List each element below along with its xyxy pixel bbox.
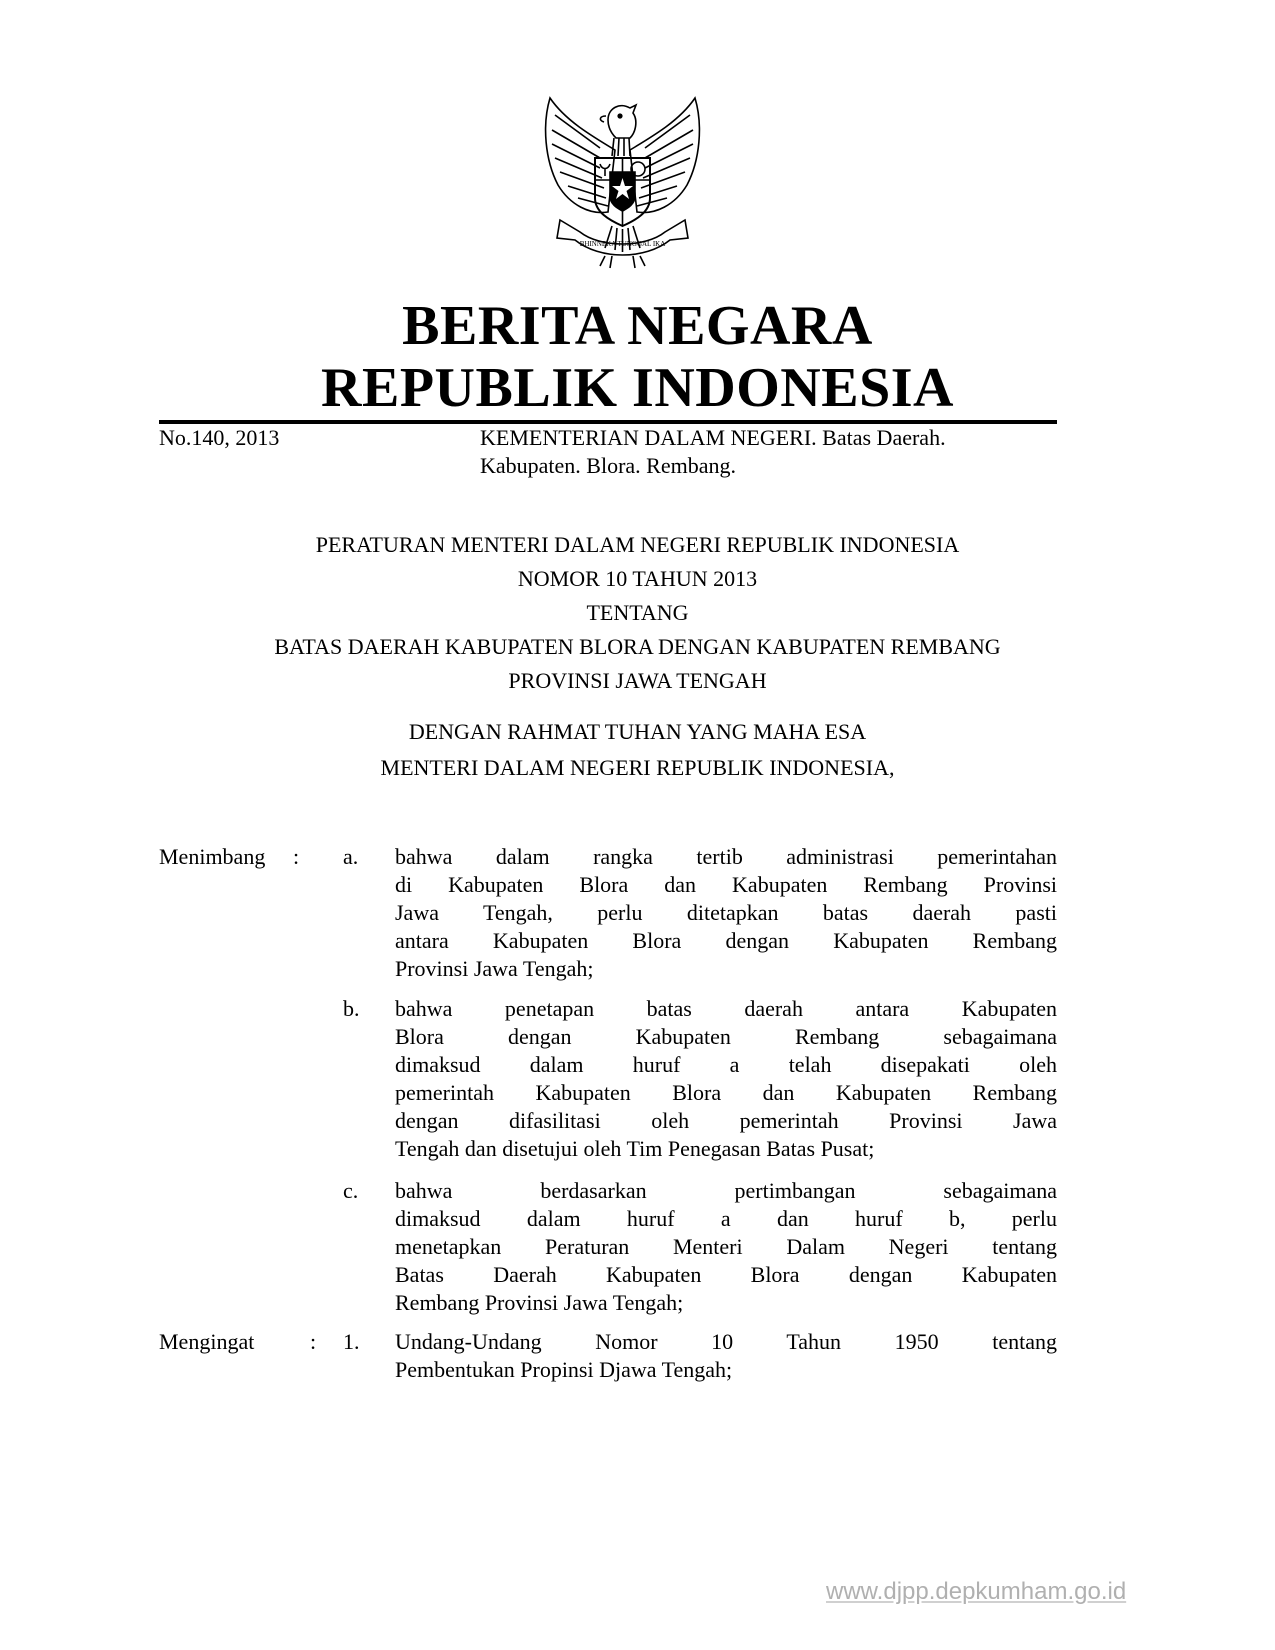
regulation-title-line-1: PERATURAN MENTERI DALAM NEGERI REPUBLIK INDONESIA [315, 532, 960, 557]
text-line: Undang-Undang Nomor 10 Tahun 1950 tentang [395, 1329, 1057, 1354]
text-line: dengan difasilitasi oleh pemerintah Provinsi Jawa [395, 1108, 1057, 1133]
text-line: di Kabupaten Blora dan Kabupaten Rembang Provinsi [395, 872, 1057, 897]
preamble-line-1: DENGAN RAHMAT TUHAN YANG MAHA ESA [408, 719, 867, 744]
mengingat-label: Mengingat [159, 1329, 255, 1354]
text-line: Batas Daerah Kabupaten Blora dengan Kabupaten [395, 1262, 1057, 1287]
text-line: Tengah dan disetujui oleh Tim Penegasan Batas Pusat; [395, 1136, 875, 1161]
text-line: dimaksud dalam huruf a telah disepakati oleh [395, 1052, 1057, 1077]
text-line: bahwa berdasarkan pertimbangan sebagaimana [395, 1178, 1057, 1203]
item-marker: c. [343, 1178, 359, 1203]
mengingat-colon: : [310, 1329, 317, 1354]
text-line: pemerintah Kabupaten Blora dan Kabupaten Rembang [395, 1080, 1057, 1105]
source-url-link[interactable]: www.djpp.depkumham.go.id [826, 1578, 1127, 1605]
gazette-number: No.140, 2013 [159, 425, 280, 450]
item-text [395, 1328, 1057, 1384]
item-text [395, 1177, 1057, 1317]
regulation-subject-line-2: PROVINSI JAWA TENGAH [508, 668, 767, 693]
text-line: bahwa dalam rangka tertib administrasi pemerintahan [395, 844, 1057, 869]
menimbang-label: Menimbang [159, 844, 266, 869]
text-line: bahwa penetapan batas daerah antara Kabupaten [395, 996, 1057, 1021]
item-marker: b. [343, 996, 360, 1021]
gazette-subject-line-1: KEMENTERIAN DALAM NEGERI. Batas Daerah. [480, 425, 946, 450]
text-line: Blora dengan Kabupaten Rembang sebagaimana [395, 1024, 1057, 1049]
text-line: Rembang Provinsi Jawa Tengah; [395, 1290, 684, 1315]
item-marker: a. [343, 844, 359, 869]
masthead-title: BERITA NEGARA [402, 295, 873, 357]
regulation-number: NOMOR 10 TAHUN 2013 [517, 566, 758, 591]
text-line: Jawa Tengah, perlu ditetapkan batas daerah pasti [395, 900, 1057, 925]
regulation-tentang: TENTANG [586, 600, 689, 625]
text-line: Provinsi Jawa Tengah; [395, 956, 594, 981]
masthead-subtitle: REPUBLIK INDONESIA [321, 357, 954, 419]
gazette-subject [480, 424, 1060, 480]
gazette-subject-line-2: Kabupaten. Blora. Rembang. [480, 453, 736, 478]
menimbang-colon: : [293, 844, 300, 869]
item-text [395, 995, 1057, 1163]
preamble-line-2: MENTERI DALAM NEGERI REPUBLIK INDONESIA, [380, 755, 895, 780]
text-line: dimaksud dalam huruf a dan huruf b, perlu [395, 1206, 1057, 1231]
text-line: Pembentukan Propinsi Djawa Tengah; [395, 1357, 733, 1382]
item-marker: 1. [343, 1329, 360, 1354]
svg-text:BHINNEKA TUNGGAL IKA: BHINNEKA TUNGGAL IKA [579, 240, 666, 248]
item-text [395, 843, 1057, 983]
text-line: menetapkan Peraturan Menteri Dalam Negeri tentang [395, 1234, 1057, 1259]
regulation-subject-line-1: BATAS DAERAH KABUPATEN BLORA DENGAN KABUPATEN REMBANG [274, 634, 1001, 659]
text-line: antara Kabupaten Blora dengan Kabupaten Rembang [395, 928, 1057, 953]
garuda-pancasila-emblem-icon [520, 80, 725, 270]
